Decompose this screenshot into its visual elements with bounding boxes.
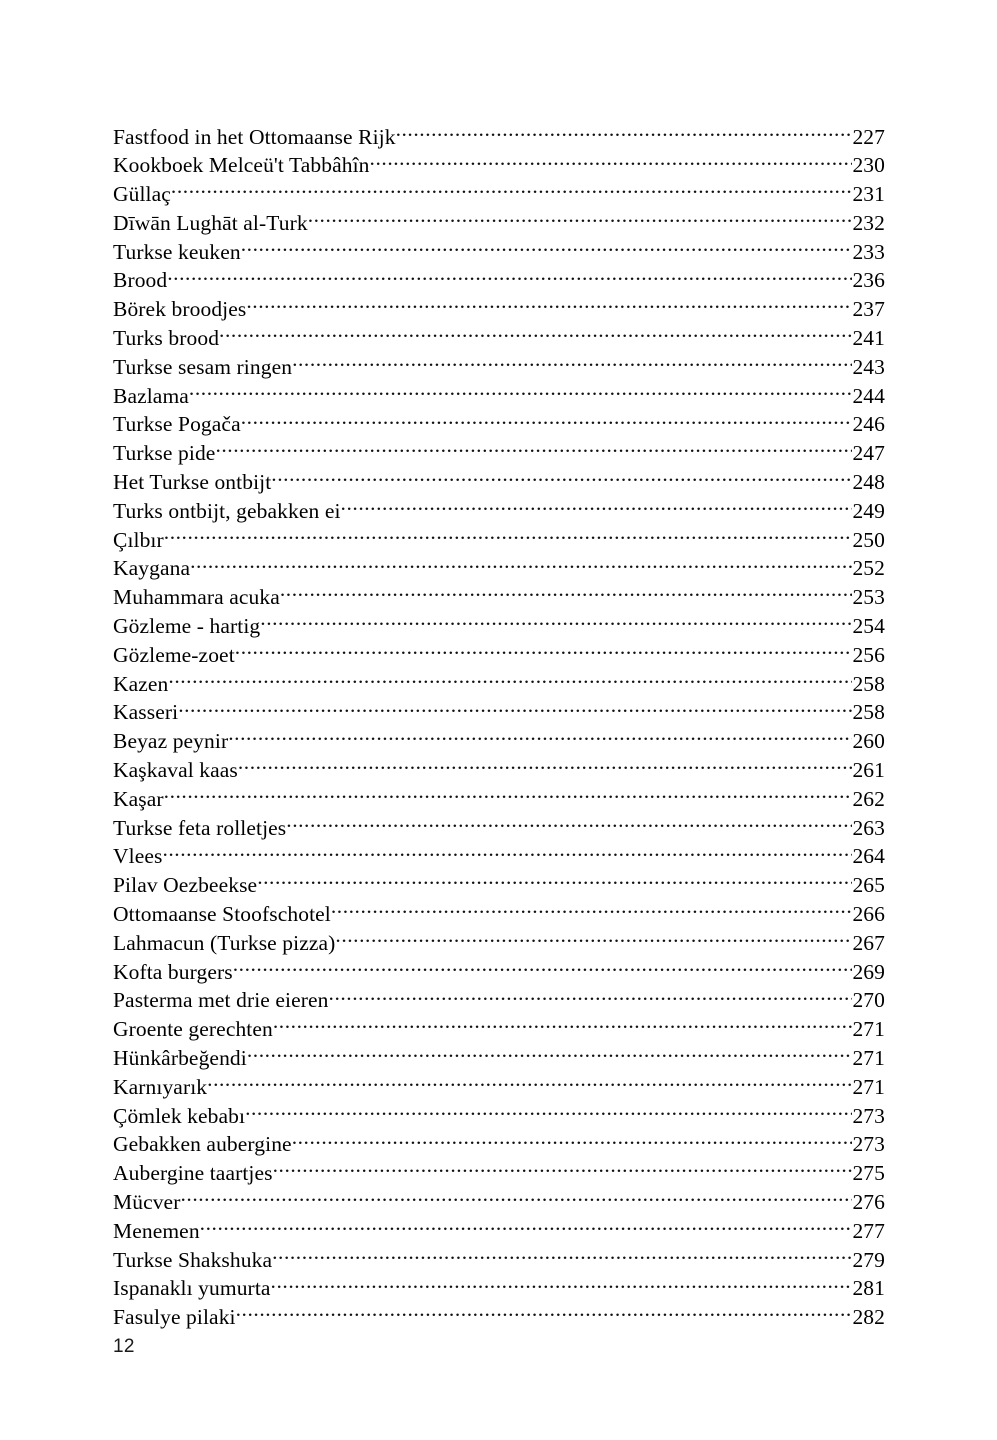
toc-entry-title: Menemen xyxy=(113,1218,200,1243)
toc-entry[interactable] xyxy=(113,640,885,669)
toc-leader-dots xyxy=(235,640,853,662)
toc-leader-dots xyxy=(168,669,852,691)
toc-leader-dots xyxy=(273,1159,853,1181)
toc-entry-title: Börek broodjes xyxy=(113,297,247,322)
toc-entry[interactable] xyxy=(113,1245,885,1274)
toc-entry-page-number: 246 xyxy=(852,412,885,437)
toc-leader-dots xyxy=(171,180,853,202)
toc-leader-dots xyxy=(178,698,852,720)
toc-entry[interactable] xyxy=(113,756,885,785)
toc-entry-page-number: 271 xyxy=(852,1017,885,1042)
toc-entry[interactable] xyxy=(113,957,885,986)
toc-leader-dots xyxy=(329,986,853,1008)
toc-entry-title: Mücver xyxy=(113,1189,181,1214)
toc-leader-dots xyxy=(331,900,853,922)
toc-entry-page-number: 262 xyxy=(852,786,885,811)
toc-entry-title: Kaygana xyxy=(113,556,191,581)
toc-entry[interactable] xyxy=(113,410,885,439)
toc-entry-page-number: 276 xyxy=(852,1189,885,1214)
toc-entry[interactable] xyxy=(113,496,885,525)
toc-entry-title: Gözleme - hartig xyxy=(113,614,261,639)
toc-leader-dots xyxy=(164,525,853,547)
toc-leader-dots xyxy=(207,1072,852,1094)
toc-entry-title: Dīwān Lughāt al-Turk xyxy=(113,210,308,235)
toc-entry-page-number: 277 xyxy=(852,1218,885,1243)
toc-entry-title: Vlees xyxy=(113,844,163,869)
toc-entry-page-number: 271 xyxy=(852,1046,885,1070)
toc-entry[interactable] xyxy=(113,1216,885,1245)
toc-entry-page-number: 243 xyxy=(852,354,885,379)
toc-entry-title: Het Turkse ontbijt xyxy=(113,470,272,495)
toc-entry[interactable] xyxy=(113,381,885,410)
toc-entry-title: Çılbır xyxy=(113,527,164,552)
toc-entry-title: Bazlama xyxy=(113,383,189,408)
toc-leader-dots xyxy=(190,554,852,576)
toc-entry-page-number: 265 xyxy=(852,873,885,898)
toc-entry[interactable] xyxy=(113,554,885,583)
toc-entry[interactable] xyxy=(113,1072,885,1101)
toc-entry[interactable] xyxy=(113,813,885,842)
toc-leader-dots xyxy=(271,468,852,490)
toc-entry-title: Fasulye pilaki xyxy=(113,1305,236,1330)
toc-entry-title: Muhammara acuka xyxy=(113,585,280,610)
toc-entry[interactable] xyxy=(113,1044,885,1073)
toc-entry-page-number: 249 xyxy=(852,498,885,523)
toc-leader-dots xyxy=(241,410,853,432)
toc-entry-page-number: 281 xyxy=(852,1276,885,1301)
toc-entry[interactable] xyxy=(113,669,885,698)
toc-entry-title: Gebakken aubergine xyxy=(113,1132,292,1157)
toc-entry-title: Gözleme-zoet xyxy=(113,642,235,667)
toc-entry[interactable] xyxy=(113,237,885,266)
toc-entry-page-number: 258 xyxy=(852,671,885,696)
toc-entry-page-number: 279 xyxy=(852,1247,885,1272)
toc-entry[interactable] xyxy=(113,612,885,641)
toc-entry-title: Aubergine taartjes xyxy=(113,1161,273,1186)
toc-leader-dots xyxy=(308,208,853,230)
toc-entry-page-number: 282 xyxy=(852,1305,885,1330)
toc-entry[interactable] xyxy=(113,1130,885,1159)
toc-entry[interactable] xyxy=(113,180,885,209)
toc-leader-dots xyxy=(241,237,853,259)
toc-entry[interactable] xyxy=(113,151,885,180)
toc-entry[interactable] xyxy=(113,583,885,612)
toc-entry-title: Turkse Pogača xyxy=(113,412,241,437)
toc-leader-dots xyxy=(233,957,853,979)
toc-entry-page-number: 269 xyxy=(852,959,885,984)
toc-entry-page-number: 236 xyxy=(852,268,885,293)
toc-entry-title: Fastfood in het Ottomaanse Rijk xyxy=(113,124,396,149)
toc-leader-dots xyxy=(215,439,852,461)
toc-entry-title: Turkse Shakshuka xyxy=(113,1247,273,1272)
toc-entry-title: Brood xyxy=(113,268,168,293)
toc-entry[interactable] xyxy=(113,986,885,1015)
toc-entry-page-number: 244 xyxy=(852,383,885,408)
toc-entry-title: Turkse pide xyxy=(113,441,216,466)
toc-entry[interactable] xyxy=(113,698,885,727)
toc-entry-page-number: 261 xyxy=(852,758,885,783)
toc-entry-page-number: 263 xyxy=(852,815,885,840)
toc-entry-title: Kofta burgers xyxy=(113,959,233,984)
toc-entry-title: Pilav Oezbeekse xyxy=(113,873,258,898)
toc-entry-page-number: 267 xyxy=(852,930,885,955)
toc-entry-title: Lahmacun (Turkse pizza) xyxy=(113,930,336,955)
toc-entry[interactable] xyxy=(113,1274,885,1303)
toc-entry-page-number: 227 xyxy=(852,124,885,149)
toc-entry-title: Hünkârbeğendi xyxy=(113,1046,247,1070)
toc-leader-dots xyxy=(245,1101,852,1123)
toc-entry-title: Çömlek kebabı xyxy=(113,1103,246,1128)
toc-leader-dots xyxy=(246,295,852,317)
toc-entry-title: Kookboek Melceü't Tabbâhîn xyxy=(113,153,370,178)
toc-entry[interactable] xyxy=(113,266,885,295)
toc-leader-dots xyxy=(370,151,853,173)
toc-entry-title: Turkse feta rolletjes xyxy=(113,815,287,840)
toc-entry-page-number: 264 xyxy=(852,844,885,869)
toc-entry[interactable] xyxy=(113,871,885,900)
toc-entry[interactable] xyxy=(113,295,885,324)
toc-entry[interactable] xyxy=(113,928,885,957)
toc-entry-page-number: 231 xyxy=(852,182,885,207)
toc-entry-title: Turkse keuken xyxy=(113,239,241,264)
toc-entry-page-number: 273 xyxy=(852,1103,885,1128)
toc-leader-dots xyxy=(271,1274,853,1296)
toc-leader-dots xyxy=(341,496,853,518)
toc-entry-page-number: 237 xyxy=(852,297,885,322)
toc-entry[interactable] xyxy=(113,1015,885,1044)
toc-entry-title: Ottomaanse Stoofschotel xyxy=(113,902,331,927)
toc-leader-dots xyxy=(189,381,853,403)
toc-leader-dots xyxy=(292,1130,853,1152)
toc-entry-title: Groente gerechten xyxy=(113,1017,273,1042)
toc-entry-page-number: 241 xyxy=(852,326,885,351)
toc-entry-title: Kasseri xyxy=(113,700,179,725)
toc-entry-page-number: 270 xyxy=(852,988,885,1013)
toc-entry[interactable] xyxy=(113,208,885,237)
toc-entry[interactable] xyxy=(113,439,885,468)
toc-entry-title: Karnıyarık xyxy=(113,1074,208,1099)
toc-leader-dots xyxy=(236,1303,853,1325)
toc-entry-page-number: 250 xyxy=(852,527,885,552)
toc-entry-page-number: 258 xyxy=(852,700,885,725)
toc-entry-title: Turkse sesam ringen xyxy=(113,354,293,379)
toc-entry-page-number: 273 xyxy=(852,1132,885,1157)
toc-leader-dots xyxy=(260,612,852,634)
toc-entry-page-number: 271 xyxy=(852,1074,885,1099)
toc-leader-dots xyxy=(162,842,852,864)
toc-entry-page-number: 256 xyxy=(852,642,885,667)
toc-entry[interactable] xyxy=(113,727,885,756)
toc-entry-page-number: 230 xyxy=(852,153,885,178)
toc-leader-dots xyxy=(257,871,852,893)
toc-leader-dots xyxy=(286,813,852,835)
toc-entry[interactable] xyxy=(113,900,885,929)
toc-entry-page-number: 260 xyxy=(852,729,885,754)
toc-leader-dots xyxy=(219,324,852,346)
toc-entry-title: Beyaz peynir xyxy=(113,729,229,754)
toc-leader-dots xyxy=(396,122,853,144)
toc-leader-dots xyxy=(335,928,852,950)
toc-entry-title: Kazen xyxy=(113,671,169,696)
table-of-contents-list xyxy=(113,122,885,1331)
toc-leader-dots xyxy=(292,352,852,374)
toc-entry[interactable] xyxy=(113,324,885,353)
toc-entry-page-number: 253 xyxy=(852,585,885,610)
toc-leader-dots xyxy=(238,756,853,778)
toc-leader-dots xyxy=(164,784,853,806)
toc-entry-title: Güllaç xyxy=(113,182,171,207)
toc-entry[interactable] xyxy=(113,1159,885,1188)
toc-entry[interactable] xyxy=(113,784,885,813)
toc-entry-page-number: 252 xyxy=(852,556,885,581)
toc-leader-dots xyxy=(247,1044,853,1066)
toc-entry-title: Pasterma met drie eieren xyxy=(113,988,329,1013)
toc-entry-title: Kaşar xyxy=(113,786,164,811)
toc-entry[interactable] xyxy=(113,352,885,381)
toc-entry[interactable] xyxy=(113,1101,885,1130)
toc-entry-page-number: 248 xyxy=(852,470,885,495)
toc-entry[interactable] xyxy=(113,1303,885,1332)
toc-entry-page-number: 254 xyxy=(852,614,885,639)
toc-entry[interactable] xyxy=(113,122,885,151)
toc-entry-page-number: 275 xyxy=(852,1161,885,1186)
toc-entry-page-number: 233 xyxy=(852,239,885,264)
toc-entry[interactable] xyxy=(113,842,885,871)
toc-entry[interactable] xyxy=(113,1187,885,1216)
toc-entry-title: Turks ontbijt, gebakken ei xyxy=(113,498,341,523)
toc-leader-dots xyxy=(228,727,852,749)
toc-entry-title: Kaşkaval kaas xyxy=(113,758,238,783)
toc-leader-dots xyxy=(200,1216,853,1238)
toc-entry-page-number: 266 xyxy=(852,902,885,927)
toc-entry-title: Turks brood xyxy=(113,326,220,351)
toc-entry-page-number: 247 xyxy=(852,441,885,466)
toc-leader-dots xyxy=(272,1245,852,1267)
toc-leader-dots xyxy=(273,1015,853,1037)
toc-entry-title: Ispanaklı yumurta xyxy=(113,1276,271,1301)
toc-leader-dots xyxy=(167,266,852,288)
page-folio-number: 12 xyxy=(113,1336,135,1357)
toc-leader-dots xyxy=(180,1187,852,1209)
toc-entry-page-number: 232 xyxy=(852,210,885,235)
toc-entry[interactable] xyxy=(113,468,885,497)
toc-leader-dots xyxy=(280,583,853,605)
toc-entry[interactable] xyxy=(113,525,885,554)
